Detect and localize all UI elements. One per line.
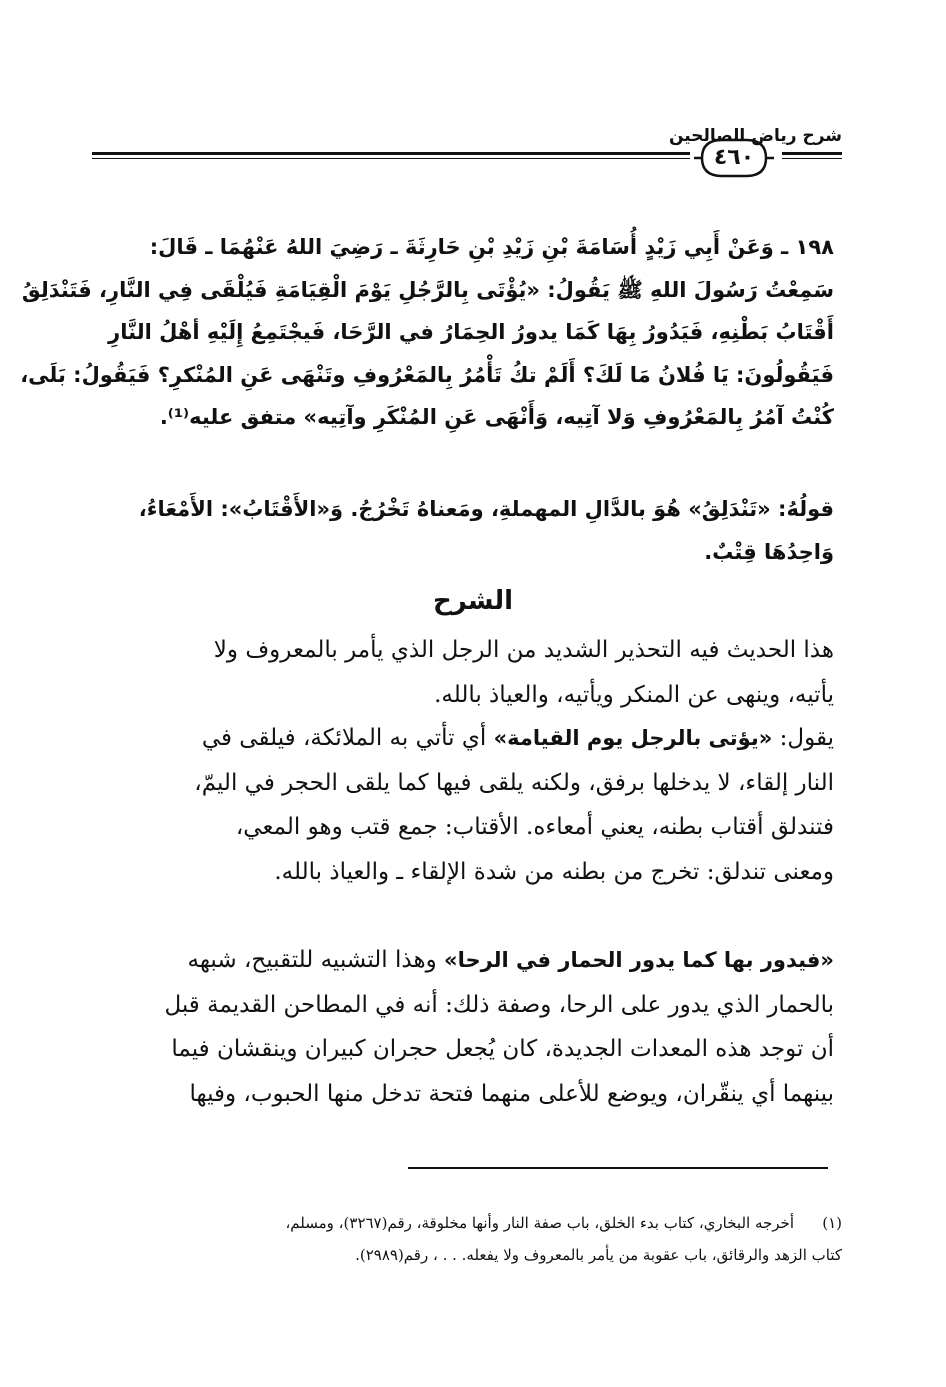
commentary-line: النار إلقاء، لا يدخلها برفق، ولكنه يلقى فيها كما يلقى الحجر في اليمّ، [194, 769, 834, 796]
commentary-text: أي تأتي به الملائكة، فيلقى في [201, 725, 494, 751]
hadith-line: ١٩٨ ـ وَعَنْ أَبِي زَيْدٍ أُسَامَةَ بْنِ زَيْدِ بْنِ حَارِثَةَ ـ رَضِيَ اللهُ عَنْهُمَا ـ قَالَ: [149, 235, 834, 259]
commentary-line: يأتيه، وينهى عن المنكر ويأتيه، والعياذ بالله. [434, 681, 834, 708]
commentary-text: وهذا التشبيه للتقبيح، شبهه [187, 947, 444, 973]
header-rule-left-thin [92, 158, 690, 159]
hadith-quote: «فيدور بها كما يدور الحمار في الرحا» [444, 948, 834, 972]
commentary-paragraph-3 [104, 938, 834, 1116]
header-rule-left-thick [92, 152, 690, 155]
footnote-line [102, 1207, 842, 1239]
commentary-line: أن توجد هذه المعدات الجديدة، كان يُجعل حجران كبيران وينقشان فيما [171, 1036, 834, 1062]
commentary-line [104, 938, 834, 983]
hadith-quote: «يؤتى بالرجل يوم القيامة» [493, 726, 773, 750]
hadith-line: سَمِعْتُ رَسُولَ اللهِ ﷺ يَقُولُ: «يُؤْتَى بِالرَّجُلِ يَوْمَ الْقِيَامَةِ فَيُلْقَى فِي النَّارِ، فَتَنْدَلِقُ [21, 277, 834, 302]
commentary-paragraph-2 [104, 716, 834, 894]
gloss-line: قولُهُ: «تَنْدَلِقُ» هُوَ بالدَّالِ المهملةِ، ومَعناهُ تَخْرُجُ. وَ«الأَقْتَابُ»: الأَمْعَاءُ، [138, 497, 834, 521]
hadith-line: كُنْتُ آمُرُ بِالمَعْرُوفِ وَلا آتِيه، وَأَنْهَى عَنِ المُنْكَرِ وآتِيه» متفق عليه⁽¹⁾. [159, 405, 834, 429]
hadith-text [20, 226, 834, 439]
hadith-line: أَقْتَابُ بَطْنِهِ، فَيَدُورُ بِهَا كَمَا يدورُ الحِمَارُ في الرَّحَا، فَيجْتَمِعُ إِلَيْهِ أهْلُ النَّارِ [108, 320, 834, 344]
page-number: ٤٦٠ [713, 145, 755, 170]
gloss-line: وَاحِدُهَا قِتْبٌ. [704, 540, 834, 564]
footnote-separator [408, 1167, 828, 1169]
commentary-paragraph-1 [104, 628, 834, 717]
header-rule-right-thin [782, 158, 842, 159]
commentary-line: ومعنى تندلق: تخرج من بطنه من شدة الإلقاء ـ والعياذ بالله. [274, 858, 834, 885]
page-number-frame [692, 136, 776, 180]
footnote-marker: (١) [822, 1214, 842, 1232]
footnote-line: كتاب الزهد والرقائق، باب عقوبة من يأمر بالمعروف ولا يفعله. . . ، رقم(٢٩٨٩). [355, 1246, 842, 1264]
vocabulary-gloss [104, 488, 834, 574]
commentary-line: بالحمار الذي يدور على الرحا، وصفة ذلك: أنه في المطاحن القديمة قبل [164, 991, 834, 1018]
book-title: شرح رياض الصالحين [668, 126, 842, 146]
commentary-text: يقول: [772, 725, 834, 751]
footnote [102, 1207, 842, 1271]
header-rule-right-thick [782, 152, 842, 155]
hadith-line: فَيَقُولُونَ: يَا فُلانُ مَا لَكَ؟ أَلَمْ تكُ تَأْمُرُ بِالمَعْرُوفِ وتَنْهَى عَنِ المُنْكرِ؟ فَيَقُولُ: بَلَى، [20, 362, 834, 387]
footnote-text: أخرجه البخاري، كتاب بدء الخلق، باب صفة النار وأنها مخلوقة، رقم(٣٢٦٧)، ومسلم، [285, 1214, 794, 1232]
commentary-line [104, 716, 834, 761]
section-title: الشرح [432, 586, 514, 616]
commentary-line: بينهما أي ينقّران، ويوضع للأعلى منهما فتحة تدخل منها الحبوب، وفيها [189, 1080, 834, 1107]
running-header [92, 112, 842, 190]
commentary-line: فتندلق أقتاب بطنه، يعني أمعاءه. الأقتاب: جمع قتب وهو المعي، [235, 814, 834, 840]
commentary-line: هذا الحديث فيه التحذير الشديد من الرجل الذي يأمر بالمعروف ولا [213, 637, 834, 663]
